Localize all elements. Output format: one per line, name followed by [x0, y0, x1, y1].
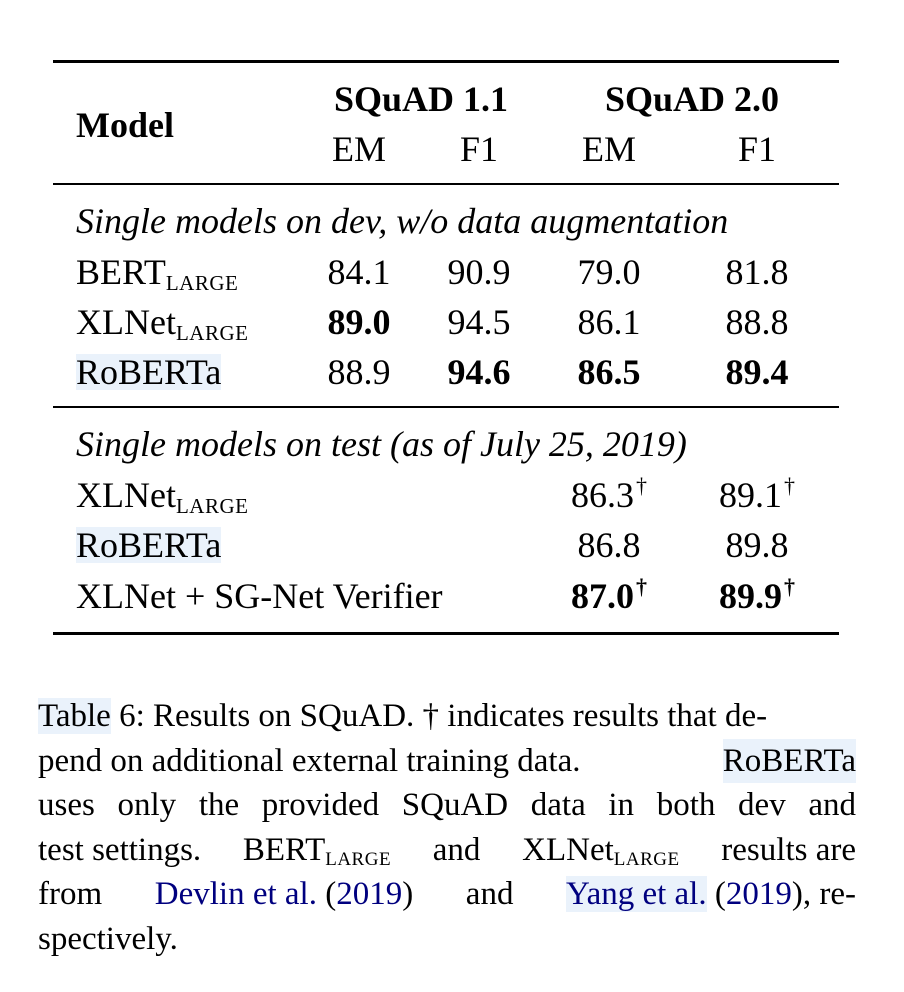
header-model: Model — [76, 105, 174, 145]
header-f1-20: F1 — [737, 129, 777, 169]
score-em11: 89.0 — [327, 302, 391, 342]
model-name — [76, 475, 249, 518]
caption-paren: ) — [402, 876, 414, 912]
table-section-rule — [53, 406, 839, 408]
score-f120 — [719, 574, 795, 616]
caption-and: and — [465, 876, 514, 912]
citation-devlin-year-link[interactable]: 2019 — [336, 876, 403, 912]
citation-devlin-link[interactable]: Devlin et al. — [154, 876, 317, 912]
model-label: XLNet — [76, 302, 176, 342]
caption-bert — [243, 828, 391, 873]
score-em11: 84.1 — [327, 252, 391, 292]
score-em20: 86.8 — [577, 525, 641, 565]
score-f111: 94.5 — [447, 302, 511, 342]
dagger-mark: † — [636, 473, 647, 498]
score-value: 89.9 — [719, 576, 782, 616]
caption-xlnet-sub: LARGE — [613, 848, 680, 870]
dagger-mark: † — [636, 574, 647, 599]
model-subscript: LARGE — [165, 271, 239, 295]
header-em-11: EM — [332, 129, 386, 169]
model-subscript: LARGE — [175, 494, 249, 518]
caption-line — [38, 783, 856, 828]
section-title-test: Single models on test (as of July 25, 2019) — [76, 424, 687, 464]
header-em-20: EM — [582, 129, 636, 169]
caption-line-2a: pend on additional external training data. — [38, 742, 581, 779]
score-f120 — [719, 473, 795, 515]
caption-text — [38, 694, 767, 739]
caption-line — [38, 828, 856, 873]
dagger-mark: † — [784, 574, 795, 599]
header-f1-11: F1 — [459, 129, 499, 169]
model-name — [76, 252, 239, 295]
header-squad11: SQuAD 1.1 — [333, 79, 509, 119]
caption-results-are: results are — [721, 831, 856, 868]
caption-bert-sub: LARGE — [325, 848, 392, 870]
model-name: RoBERTa — [76, 352, 222, 392]
table-top-rule — [53, 60, 839, 63]
model-label: BERT — [76, 252, 166, 292]
model-name: RoBERTa — [76, 525, 222, 565]
caption-paren: ( — [325, 876, 337, 912]
citation-yang-link[interactable]: Yang et al. — [566, 876, 707, 912]
model-name: XLNet + SG-Net Verifier — [76, 576, 443, 616]
caption-xlnet — [522, 828, 679, 873]
model-label: XLNet — [76, 475, 176, 515]
score-em11: 88.9 — [327, 352, 391, 392]
header-squad20: SQuAD 2.0 — [604, 79, 780, 119]
caption-line — [38, 917, 856, 962]
citation-yang-year-link[interactable]: 2019 — [725, 876, 792, 912]
caption-and: and — [432, 831, 481, 868]
score-em20: 79.0 — [577, 252, 641, 292]
table-caption — [38, 694, 856, 961]
caption-line-6: spectively. — [38, 920, 178, 957]
model-subscript: LARGE — [175, 321, 249, 345]
caption-roberta: RoBERTa — [723, 739, 856, 784]
score-value: 86.3 — [571, 475, 634, 515]
score-em20: 86.5 — [577, 352, 641, 392]
dagger-mark: † — [784, 473, 795, 498]
table-header-rule — [53, 183, 839, 185]
score-f111: 90.9 — [447, 252, 511, 292]
caption-xlnet-label: XLNet — [522, 831, 614, 868]
caption-table-number: 6 — [119, 698, 136, 734]
caption-line — [38, 739, 856, 784]
section-title-dev: Single models on dev, w/o data augmentation — [76, 201, 729, 241]
caption-bert-label: BERT — [242, 831, 326, 868]
caption-line — [38, 872, 856, 917]
caption-respectively-start: ), re- — [791, 876, 856, 912]
score-em20 — [571, 574, 647, 616]
score-em20: 86.1 — [577, 302, 641, 342]
caption-line-4a: test settings. — [38, 831, 202, 868]
caption-cite-yang[interactable] — [566, 872, 856, 917]
score-f111: 94.6 — [447, 352, 511, 392]
caption-line — [38, 694, 856, 739]
score-f120: 89.4 — [725, 352, 789, 392]
caption-line-1: : Results on SQuAD. † indicates results that de- — [135, 698, 768, 734]
caption-table-label: Table — [38, 698, 111, 734]
score-value: 89.1 — [719, 475, 782, 515]
score-value: 87.0 — [571, 576, 634, 616]
caption-line-3: uses only the provided SQuAD data in both dev and — [38, 787, 856, 823]
score-em20 — [571, 473, 647, 515]
model-name — [76, 302, 249, 345]
score-f120: 89.8 — [725, 525, 789, 565]
caption-from: from — [38, 876, 103, 912]
table-bottom-rule — [53, 632, 839, 635]
score-f120: 81.8 — [725, 252, 789, 292]
caption-cite-devlin[interactable] — [155, 872, 413, 917]
caption-paren: ( — [714, 876, 726, 912]
score-f120: 88.8 — [725, 302, 789, 342]
